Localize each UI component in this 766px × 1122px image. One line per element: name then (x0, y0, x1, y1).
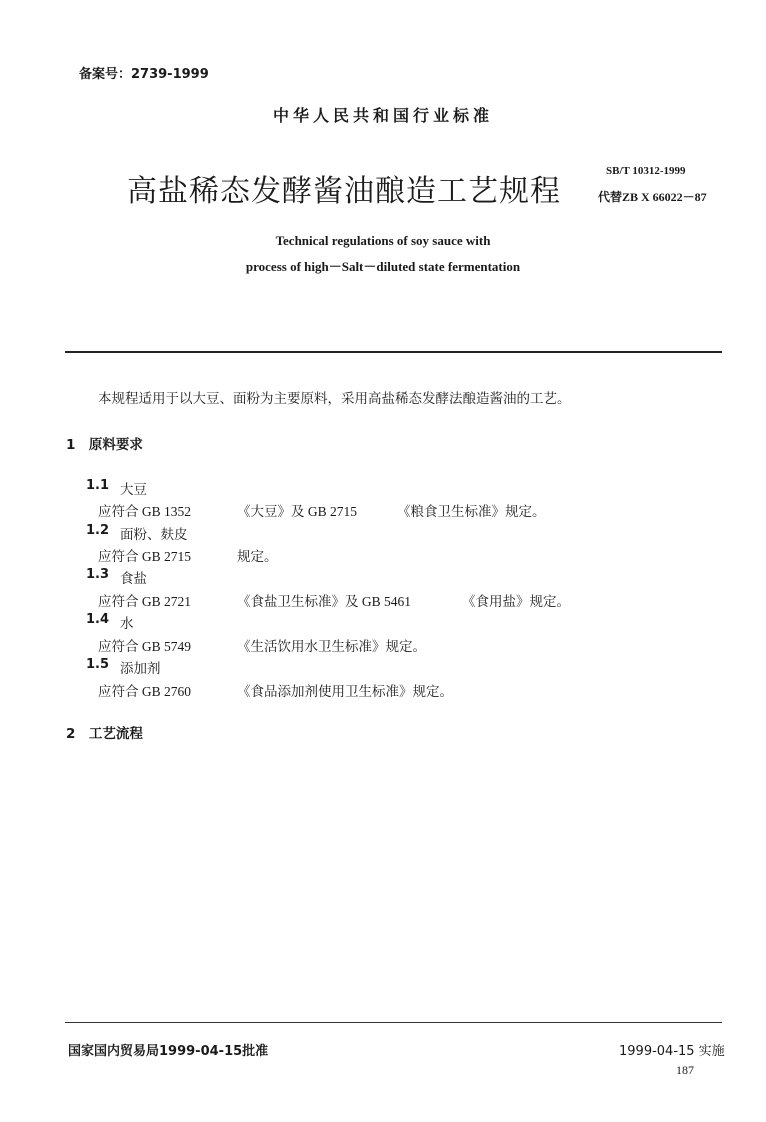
standard-category: 中华人民共和国行业标准 (272, 106, 493, 125)
item-number: 1.1 (86, 478, 110, 493)
footer-divider (65, 1022, 722, 1023)
item-requirement-prefix: 应符合 GB 2760 (98, 684, 192, 699)
section-heading-process-flow: 2 工艺流程 (66, 726, 143, 742)
item-name: 面粉、麸皮 (120, 527, 188, 542)
item-requirement-text: 规定。 (237, 549, 278, 564)
english-title-line-1: Technical regulations of soy sauce with (275, 233, 491, 248)
replaces-standard: 代替ZB X 66022－87 (598, 190, 707, 204)
section-heading-raw-materials: 1 原料要求 (66, 437, 143, 453)
filing-number: 备案号：2739-1999 (79, 67, 209, 82)
effective-date: 1999-04-15 实施 (619, 1044, 725, 1059)
item-requirement-prefix: 应符合 GB 2715 (98, 549, 192, 564)
header-divider (65, 351, 722, 353)
item-requirement-text: 《食品添加剂使用卫生标准》规定。 (237, 684, 453, 699)
approval-line: 国家国内贸易局1999-04-15批准 (68, 1044, 269, 1059)
item-number: 1.5 (86, 657, 110, 672)
item-name: 食盐 (120, 571, 147, 586)
document-title: 高盐稀态发酵酱油酿造工艺规程 (127, 174, 561, 209)
item-number: 1.2 (86, 523, 110, 538)
item-name: 水 (120, 616, 134, 631)
standard-code: SB/T 10312-1999 (606, 165, 686, 177)
item-number: 1.4 (86, 612, 110, 627)
item-name: 大豆 (120, 482, 147, 497)
item-requirement-text: 《生活饮用水卫生标准》规定。 (237, 639, 426, 654)
item-requirement-prefix: 应符合 GB 2721 (98, 594, 192, 609)
item-requirement-text: 《食盐卫生标准》及 GB 5461 (237, 594, 412, 609)
item-requirement-prefix: 应符合 GB 1352 (98, 504, 192, 519)
english-title-line-2: process of high－Salt－diluted state fermentation (245, 259, 521, 274)
item-requirement-tail: 《粮食卫生标准》规定。 (397, 504, 546, 519)
item-requirement-tail: 《食用盐》规定。 (462, 594, 570, 609)
page-number: 187 (676, 1063, 694, 1077)
item-requirement-text: 《大豆》及 GB 2715 (237, 504, 358, 519)
item-name: 添加剂 (120, 661, 161, 676)
item-requirement-prefix: 应符合 GB 5749 (98, 639, 192, 654)
item-number: 1.3 (86, 567, 110, 582)
scope-paragraph: 本规程适用于以大豆、面粉为主要原料，采用高盐稀态发酵法酿造酱油的工艺。 (98, 391, 571, 406)
